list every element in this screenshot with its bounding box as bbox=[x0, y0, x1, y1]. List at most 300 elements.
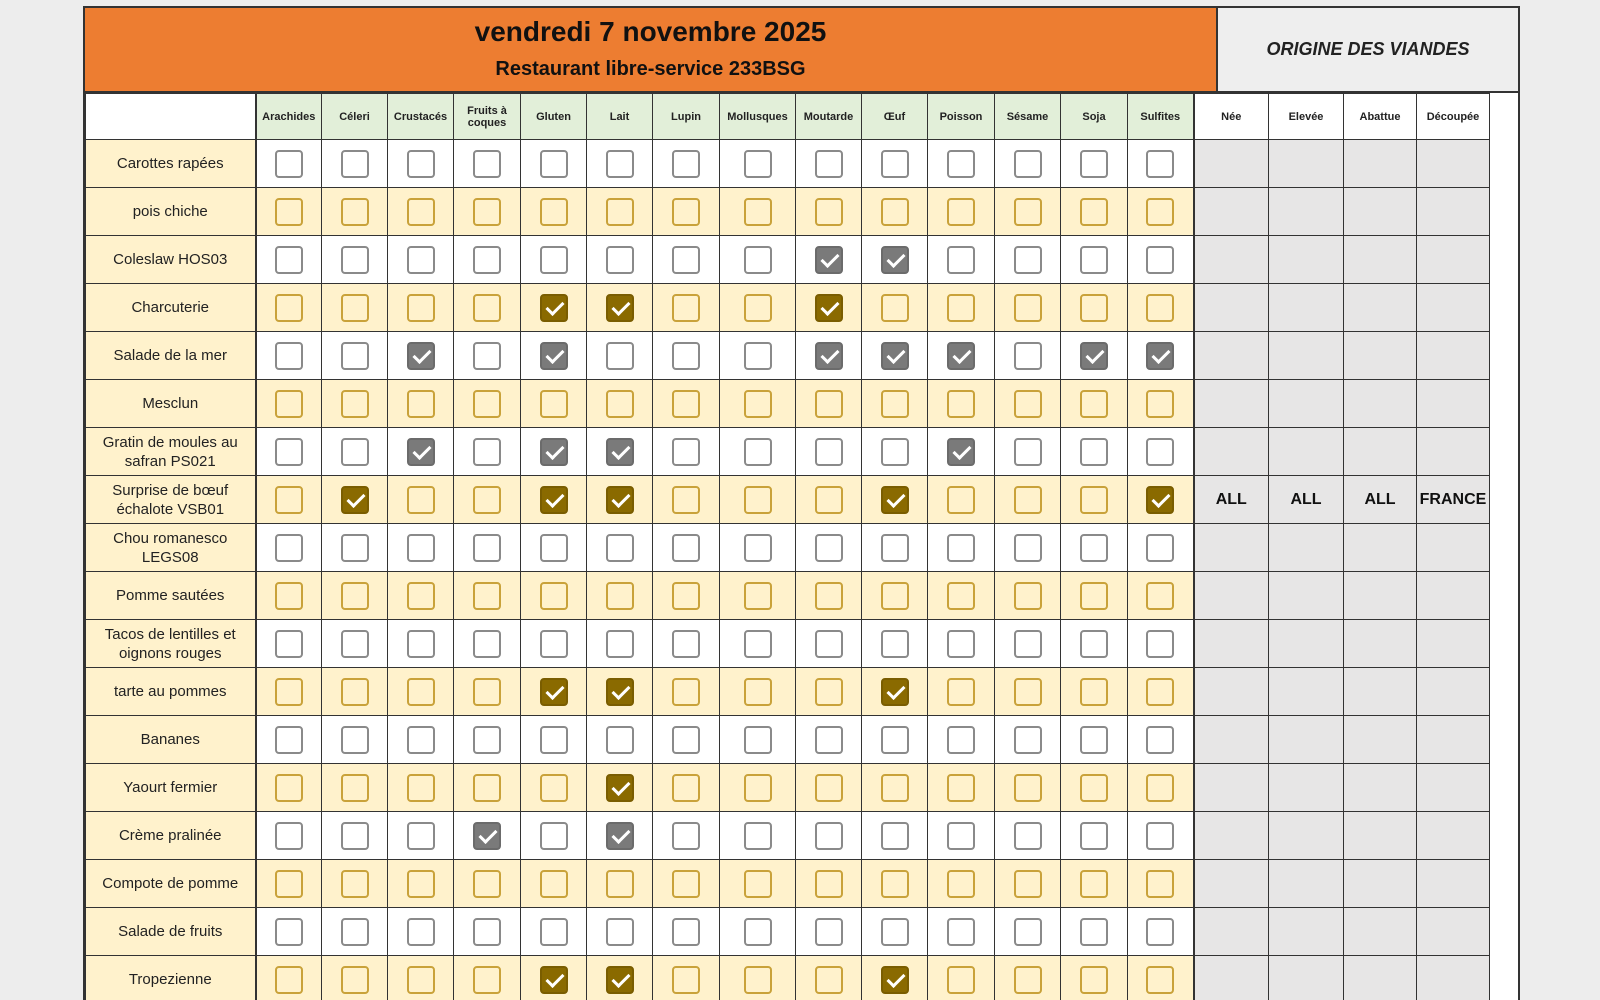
empty-checkbox[interactable] bbox=[1080, 774, 1108, 802]
allergen-cell bbox=[928, 332, 995, 380]
empty-checkbox[interactable] bbox=[407, 390, 435, 418]
empty-checkbox[interactable] bbox=[1014, 870, 1042, 898]
empty-checkbox[interactable] bbox=[1146, 390, 1174, 418]
allergen-cell bbox=[454, 524, 521, 572]
origin-cell bbox=[1344, 188, 1417, 236]
empty-checkbox[interactable] bbox=[341, 246, 369, 274]
empty-checkbox[interactable] bbox=[1014, 582, 1042, 610]
allergen-cell bbox=[388, 908, 454, 956]
empty-checkbox[interactable] bbox=[1014, 966, 1042, 994]
empty-checkbox[interactable] bbox=[744, 726, 772, 754]
empty-checkbox[interactable] bbox=[672, 150, 700, 178]
empty-checkbox[interactable] bbox=[744, 966, 772, 994]
empty-checkbox[interactable] bbox=[947, 390, 975, 418]
empty-checkbox[interactable] bbox=[275, 294, 303, 322]
empty-checkbox[interactable] bbox=[815, 198, 843, 226]
empty-checkbox[interactable] bbox=[341, 918, 369, 946]
empty-checkbox[interactable] bbox=[341, 774, 369, 802]
empty-checkbox[interactable] bbox=[1146, 294, 1174, 322]
allergen-cell bbox=[862, 236, 928, 284]
allergen-cell bbox=[1061, 956, 1128, 1000]
empty-checkbox[interactable] bbox=[275, 534, 303, 562]
checked-checkbox[interactable] bbox=[606, 486, 634, 514]
checked-checkbox[interactable] bbox=[540, 438, 568, 466]
checked-checkbox[interactable] bbox=[606, 438, 634, 466]
allergen-header: Soja bbox=[1061, 94, 1128, 140]
empty-checkbox[interactable] bbox=[672, 534, 700, 562]
empty-checkbox[interactable] bbox=[881, 198, 909, 226]
allergen-cell bbox=[256, 284, 322, 332]
empty-checkbox[interactable] bbox=[275, 870, 303, 898]
empty-checkbox[interactable] bbox=[947, 870, 975, 898]
allergen-cell bbox=[454, 764, 521, 812]
empty-checkbox[interactable] bbox=[1014, 294, 1042, 322]
empty-checkbox[interactable] bbox=[881, 822, 909, 850]
empty-checkbox[interactable] bbox=[1014, 678, 1042, 706]
empty-checkbox[interactable] bbox=[947, 150, 975, 178]
origin-cell: ALL bbox=[1269, 476, 1344, 524]
table-row bbox=[86, 332, 1490, 380]
empty-checkbox[interactable] bbox=[881, 918, 909, 946]
empty-checkbox[interactable] bbox=[1014, 198, 1042, 226]
checked-checkbox[interactable] bbox=[606, 774, 634, 802]
empty-checkbox[interactable] bbox=[1014, 534, 1042, 562]
checked-checkbox[interactable] bbox=[407, 438, 435, 466]
empty-checkbox[interactable] bbox=[341, 822, 369, 850]
empty-checkbox[interactable] bbox=[540, 150, 568, 178]
empty-checkbox[interactable] bbox=[341, 630, 369, 658]
empty-checkbox[interactable] bbox=[275, 678, 303, 706]
empty-checkbox[interactable] bbox=[407, 870, 435, 898]
empty-checkbox[interactable] bbox=[606, 390, 634, 418]
empty-checkbox[interactable] bbox=[815, 486, 843, 514]
empty-checkbox[interactable] bbox=[540, 582, 568, 610]
empty-checkbox[interactable] bbox=[744, 438, 772, 466]
empty-checkbox[interactable] bbox=[744, 246, 772, 274]
empty-checkbox[interactable] bbox=[341, 150, 369, 178]
origin-cell bbox=[1417, 860, 1490, 908]
empty-checkbox[interactable] bbox=[1080, 294, 1108, 322]
checked-checkbox[interactable] bbox=[540, 678, 568, 706]
checked-checkbox[interactable] bbox=[815, 246, 843, 274]
empty-checkbox[interactable] bbox=[881, 774, 909, 802]
empty-checkbox[interactable] bbox=[947, 678, 975, 706]
checked-checkbox[interactable] bbox=[407, 342, 435, 370]
empty-checkbox[interactable] bbox=[473, 966, 501, 994]
empty-checkbox[interactable] bbox=[1146, 918, 1174, 946]
empty-checkbox[interactable] bbox=[672, 726, 700, 754]
table-row bbox=[86, 620, 1490, 668]
empty-checkbox[interactable] bbox=[473, 246, 501, 274]
empty-checkbox[interactable] bbox=[881, 630, 909, 658]
empty-checkbox[interactable] bbox=[672, 774, 700, 802]
empty-checkbox[interactable] bbox=[881, 150, 909, 178]
empty-checkbox[interactable] bbox=[275, 390, 303, 418]
empty-checkbox[interactable] bbox=[672, 342, 700, 370]
empty-checkbox[interactable] bbox=[672, 294, 700, 322]
allergen-cell bbox=[928, 668, 995, 716]
empty-checkbox[interactable] bbox=[540, 726, 568, 754]
empty-checkbox[interactable] bbox=[947, 246, 975, 274]
empty-checkbox[interactable] bbox=[1080, 534, 1108, 562]
checked-checkbox[interactable] bbox=[606, 822, 634, 850]
empty-checkbox[interactable] bbox=[1014, 246, 1042, 274]
empty-checkbox[interactable] bbox=[606, 870, 634, 898]
empty-checkbox[interactable] bbox=[540, 774, 568, 802]
empty-checkbox[interactable] bbox=[881, 438, 909, 466]
checked-checkbox[interactable] bbox=[1080, 342, 1108, 370]
empty-checkbox[interactable] bbox=[540, 822, 568, 850]
dish-name: Tropezienne bbox=[86, 956, 256, 1000]
empty-checkbox[interactable] bbox=[275, 486, 303, 514]
empty-checkbox[interactable] bbox=[1146, 726, 1174, 754]
empty-checkbox[interactable] bbox=[815, 726, 843, 754]
empty-checkbox[interactable] bbox=[1014, 774, 1042, 802]
empty-checkbox[interactable] bbox=[540, 630, 568, 658]
empty-checkbox[interactable] bbox=[606, 582, 634, 610]
empty-checkbox[interactable] bbox=[744, 342, 772, 370]
checked-checkbox[interactable] bbox=[606, 966, 634, 994]
empty-checkbox[interactable] bbox=[815, 582, 843, 610]
empty-checkbox[interactable] bbox=[473, 582, 501, 610]
empty-checkbox[interactable] bbox=[1146, 582, 1174, 610]
dish-name: Yaourt fermier bbox=[86, 764, 256, 812]
checked-checkbox[interactable] bbox=[881, 246, 909, 274]
empty-checkbox[interactable] bbox=[672, 918, 700, 946]
allergen-cell bbox=[256, 716, 322, 764]
empty-checkbox[interactable] bbox=[881, 534, 909, 562]
checked-checkbox[interactable] bbox=[815, 342, 843, 370]
empty-checkbox[interactable] bbox=[1080, 870, 1108, 898]
empty-checkbox[interactable] bbox=[275, 438, 303, 466]
empty-checkbox[interactable] bbox=[341, 342, 369, 370]
empty-checkbox[interactable] bbox=[1146, 534, 1174, 562]
empty-checkbox[interactable] bbox=[473, 918, 501, 946]
empty-checkbox[interactable] bbox=[815, 918, 843, 946]
checked-checkbox[interactable] bbox=[540, 294, 568, 322]
empty-checkbox[interactable] bbox=[815, 150, 843, 178]
empty-checkbox[interactable] bbox=[1080, 822, 1108, 850]
empty-checkbox[interactable] bbox=[815, 534, 843, 562]
empty-checkbox[interactable] bbox=[881, 870, 909, 898]
empty-checkbox[interactable] bbox=[275, 966, 303, 994]
empty-checkbox[interactable] bbox=[744, 486, 772, 514]
checked-checkbox[interactable] bbox=[606, 294, 634, 322]
empty-checkbox[interactable] bbox=[473, 870, 501, 898]
empty-checkbox[interactable] bbox=[275, 630, 303, 658]
empty-checkbox[interactable] bbox=[1146, 870, 1174, 898]
origin-column-header: Abattue bbox=[1344, 94, 1417, 140]
empty-checkbox[interactable] bbox=[815, 438, 843, 466]
empty-checkbox[interactable] bbox=[744, 150, 772, 178]
empty-checkbox[interactable] bbox=[407, 150, 435, 178]
empty-checkbox[interactable] bbox=[947, 198, 975, 226]
allergen-header: Œuf bbox=[862, 94, 928, 140]
empty-checkbox[interactable] bbox=[947, 774, 975, 802]
empty-checkbox[interactable] bbox=[881, 582, 909, 610]
empty-checkbox[interactable] bbox=[815, 390, 843, 418]
empty-checkbox[interactable] bbox=[540, 390, 568, 418]
empty-checkbox[interactable] bbox=[744, 390, 772, 418]
empty-checkbox[interactable] bbox=[1080, 918, 1108, 946]
empty-checkbox[interactable] bbox=[341, 294, 369, 322]
empty-checkbox[interactable] bbox=[1080, 582, 1108, 610]
empty-checkbox[interactable] bbox=[1146, 678, 1174, 706]
empty-checkbox[interactable] bbox=[606, 918, 634, 946]
empty-checkbox[interactable] bbox=[672, 966, 700, 994]
empty-checkbox[interactable] bbox=[473, 150, 501, 178]
empty-checkbox[interactable] bbox=[672, 630, 700, 658]
empty-checkbox[interactable] bbox=[407, 198, 435, 226]
origin-cell bbox=[1344, 764, 1417, 812]
empty-checkbox[interactable] bbox=[540, 918, 568, 946]
empty-checkbox[interactable] bbox=[275, 582, 303, 610]
empty-checkbox[interactable] bbox=[1080, 438, 1108, 466]
origin-cell bbox=[1417, 428, 1490, 476]
allergen-cell bbox=[862, 764, 928, 812]
allergen-cell bbox=[928, 716, 995, 764]
empty-checkbox[interactable] bbox=[947, 582, 975, 610]
empty-checkbox[interactable] bbox=[341, 870, 369, 898]
empty-checkbox[interactable] bbox=[1080, 726, 1108, 754]
empty-checkbox[interactable] bbox=[1080, 198, 1108, 226]
empty-checkbox[interactable] bbox=[815, 774, 843, 802]
empty-checkbox[interactable] bbox=[1146, 774, 1174, 802]
empty-checkbox[interactable] bbox=[275, 198, 303, 226]
empty-checkbox[interactable] bbox=[947, 918, 975, 946]
checked-checkbox[interactable] bbox=[881, 678, 909, 706]
empty-checkbox[interactable] bbox=[540, 246, 568, 274]
empty-checkbox[interactable] bbox=[407, 918, 435, 946]
checked-checkbox[interactable] bbox=[881, 966, 909, 994]
empty-checkbox[interactable] bbox=[1146, 630, 1174, 658]
empty-checkbox[interactable] bbox=[881, 726, 909, 754]
empty-checkbox[interactable] bbox=[1080, 966, 1108, 994]
empty-checkbox[interactable] bbox=[407, 582, 435, 610]
checked-checkbox[interactable] bbox=[540, 966, 568, 994]
empty-checkbox[interactable] bbox=[341, 438, 369, 466]
empty-checkbox[interactable] bbox=[606, 246, 634, 274]
allergen-cell bbox=[454, 716, 521, 764]
empty-checkbox[interactable] bbox=[540, 198, 568, 226]
empty-checkbox[interactable] bbox=[744, 582, 772, 610]
allergen-cell bbox=[322, 428, 388, 476]
empty-checkbox[interactable] bbox=[275, 774, 303, 802]
checked-checkbox[interactable] bbox=[473, 822, 501, 850]
checked-checkbox[interactable] bbox=[815, 294, 843, 322]
empty-checkbox[interactable] bbox=[815, 630, 843, 658]
empty-checkbox[interactable] bbox=[341, 534, 369, 562]
empty-checkbox[interactable] bbox=[407, 966, 435, 994]
empty-checkbox[interactable] bbox=[881, 294, 909, 322]
empty-checkbox[interactable] bbox=[1146, 198, 1174, 226]
empty-checkbox[interactable] bbox=[672, 822, 700, 850]
empty-checkbox[interactable] bbox=[744, 198, 772, 226]
checked-checkbox[interactable] bbox=[947, 342, 975, 370]
checked-checkbox[interactable] bbox=[540, 342, 568, 370]
allergen-cell bbox=[1061, 572, 1128, 620]
allergen-cell bbox=[521, 812, 587, 860]
empty-checkbox[interactable] bbox=[341, 726, 369, 754]
empty-checkbox[interactable] bbox=[407, 534, 435, 562]
empty-checkbox[interactable] bbox=[473, 294, 501, 322]
empty-checkbox[interactable] bbox=[672, 438, 700, 466]
empty-checkbox[interactable] bbox=[744, 822, 772, 850]
empty-checkbox[interactable] bbox=[744, 294, 772, 322]
empty-checkbox[interactable] bbox=[1080, 246, 1108, 274]
empty-checkbox[interactable] bbox=[744, 774, 772, 802]
empty-checkbox[interactable] bbox=[744, 534, 772, 562]
empty-checkbox[interactable] bbox=[815, 870, 843, 898]
empty-checkbox[interactable] bbox=[881, 390, 909, 418]
empty-checkbox[interactable] bbox=[275, 726, 303, 754]
empty-checkbox[interactable] bbox=[672, 582, 700, 610]
checked-checkbox[interactable] bbox=[341, 486, 369, 514]
empty-checkbox[interactable] bbox=[275, 150, 303, 178]
empty-checkbox[interactable] bbox=[815, 678, 843, 706]
empty-checkbox[interactable] bbox=[407, 630, 435, 658]
empty-checkbox[interactable] bbox=[672, 246, 700, 274]
empty-checkbox[interactable] bbox=[947, 486, 975, 514]
origin-cell bbox=[1269, 812, 1344, 860]
empty-checkbox[interactable] bbox=[1080, 486, 1108, 514]
allergen-cell bbox=[587, 764, 653, 812]
checked-checkbox[interactable] bbox=[540, 486, 568, 514]
empty-checkbox[interactable] bbox=[1014, 486, 1042, 514]
empty-checkbox[interactable] bbox=[1080, 630, 1108, 658]
allergen-cell bbox=[256, 812, 322, 860]
empty-checkbox[interactable] bbox=[407, 294, 435, 322]
allergen-cell bbox=[720, 572, 796, 620]
empty-checkbox[interactable] bbox=[473, 486, 501, 514]
allergen-cell bbox=[256, 860, 322, 908]
empty-checkbox[interactable] bbox=[407, 246, 435, 274]
origin-cell bbox=[1269, 524, 1344, 572]
empty-checkbox[interactable] bbox=[1146, 822, 1174, 850]
empty-checkbox[interactable] bbox=[815, 966, 843, 994]
empty-checkbox[interactable] bbox=[275, 246, 303, 274]
empty-checkbox[interactable] bbox=[407, 486, 435, 514]
origin-cell bbox=[1194, 236, 1269, 284]
empty-checkbox[interactable] bbox=[1146, 150, 1174, 178]
empty-checkbox[interactable] bbox=[473, 678, 501, 706]
checked-checkbox[interactable] bbox=[606, 678, 634, 706]
empty-checkbox[interactable] bbox=[473, 774, 501, 802]
allergen-cell bbox=[796, 188, 862, 236]
checked-checkbox[interactable] bbox=[881, 342, 909, 370]
empty-checkbox[interactable] bbox=[606, 630, 634, 658]
empty-checkbox[interactable] bbox=[947, 822, 975, 850]
empty-checkbox[interactable] bbox=[744, 870, 772, 898]
empty-checkbox[interactable] bbox=[1146, 246, 1174, 274]
empty-checkbox[interactable] bbox=[1014, 150, 1042, 178]
allergen-header: Poisson bbox=[928, 94, 995, 140]
empty-checkbox[interactable] bbox=[1080, 150, 1108, 178]
origin-cell bbox=[1269, 716, 1344, 764]
empty-checkbox[interactable] bbox=[473, 726, 501, 754]
empty-checkbox[interactable] bbox=[947, 630, 975, 658]
checked-checkbox[interactable] bbox=[1146, 342, 1174, 370]
allergen-cell bbox=[720, 620, 796, 668]
checked-checkbox[interactable] bbox=[1146, 486, 1174, 514]
empty-checkbox[interactable] bbox=[473, 342, 501, 370]
empty-checkbox[interactable] bbox=[744, 918, 772, 946]
empty-checkbox[interactable] bbox=[1146, 438, 1174, 466]
empty-checkbox[interactable] bbox=[473, 198, 501, 226]
empty-checkbox[interactable] bbox=[341, 678, 369, 706]
empty-checkbox[interactable] bbox=[540, 534, 568, 562]
empty-checkbox[interactable] bbox=[606, 150, 634, 178]
origin-cell bbox=[1269, 668, 1344, 716]
empty-checkbox[interactable] bbox=[744, 630, 772, 658]
empty-checkbox[interactable] bbox=[1014, 630, 1042, 658]
empty-checkbox[interactable] bbox=[672, 678, 700, 706]
empty-checkbox[interactable] bbox=[407, 726, 435, 754]
empty-checkbox[interactable] bbox=[341, 198, 369, 226]
origin-cell bbox=[1344, 908, 1417, 956]
empty-checkbox[interactable] bbox=[947, 726, 975, 754]
empty-checkbox[interactable] bbox=[473, 390, 501, 418]
empty-checkbox[interactable] bbox=[606, 726, 634, 754]
empty-checkbox[interactable] bbox=[275, 342, 303, 370]
empty-checkbox[interactable] bbox=[947, 294, 975, 322]
empty-checkbox[interactable] bbox=[606, 534, 634, 562]
empty-checkbox[interactable] bbox=[1014, 390, 1042, 418]
empty-checkbox[interactable] bbox=[407, 678, 435, 706]
empty-checkbox[interactable] bbox=[341, 582, 369, 610]
empty-checkbox[interactable] bbox=[672, 198, 700, 226]
empty-checkbox[interactable] bbox=[1014, 822, 1042, 850]
empty-checkbox[interactable] bbox=[672, 870, 700, 898]
empty-checkbox[interactable] bbox=[275, 918, 303, 946]
allergen-cell bbox=[995, 332, 1061, 380]
empty-checkbox[interactable] bbox=[1080, 678, 1108, 706]
empty-checkbox[interactable] bbox=[341, 390, 369, 418]
empty-checkbox[interactable] bbox=[473, 630, 501, 658]
empty-checkbox[interactable] bbox=[672, 486, 700, 514]
empty-checkbox[interactable] bbox=[947, 534, 975, 562]
empty-checkbox[interactable] bbox=[540, 870, 568, 898]
empty-checkbox[interactable] bbox=[672, 390, 700, 418]
origin-cell bbox=[1417, 332, 1490, 380]
empty-checkbox[interactable] bbox=[407, 774, 435, 802]
empty-checkbox[interactable] bbox=[341, 966, 369, 994]
empty-checkbox[interactable] bbox=[473, 534, 501, 562]
allergen-cell bbox=[587, 956, 653, 1000]
allergen-cell bbox=[720, 812, 796, 860]
empty-checkbox[interactable] bbox=[1146, 966, 1174, 994]
empty-checkbox[interactable] bbox=[473, 438, 501, 466]
checked-checkbox[interactable] bbox=[947, 438, 975, 466]
empty-checkbox[interactable] bbox=[606, 342, 634, 370]
empty-checkbox[interactable] bbox=[1014, 726, 1042, 754]
empty-checkbox[interactable] bbox=[947, 966, 975, 994]
empty-checkbox[interactable] bbox=[606, 198, 634, 226]
empty-checkbox[interactable] bbox=[815, 822, 843, 850]
empty-checkbox[interactable] bbox=[1080, 390, 1108, 418]
empty-checkbox[interactable] bbox=[1014, 438, 1042, 466]
allergen-cell bbox=[256, 668, 322, 716]
empty-checkbox[interactable] bbox=[407, 822, 435, 850]
allergen-cell bbox=[720, 284, 796, 332]
checked-checkbox[interactable] bbox=[881, 486, 909, 514]
allergen-cell bbox=[1061, 140, 1128, 188]
empty-checkbox[interactable] bbox=[744, 678, 772, 706]
empty-checkbox[interactable] bbox=[1014, 918, 1042, 946]
empty-checkbox[interactable] bbox=[275, 822, 303, 850]
origin-cell bbox=[1344, 524, 1417, 572]
empty-checkbox[interactable] bbox=[1014, 342, 1042, 370]
